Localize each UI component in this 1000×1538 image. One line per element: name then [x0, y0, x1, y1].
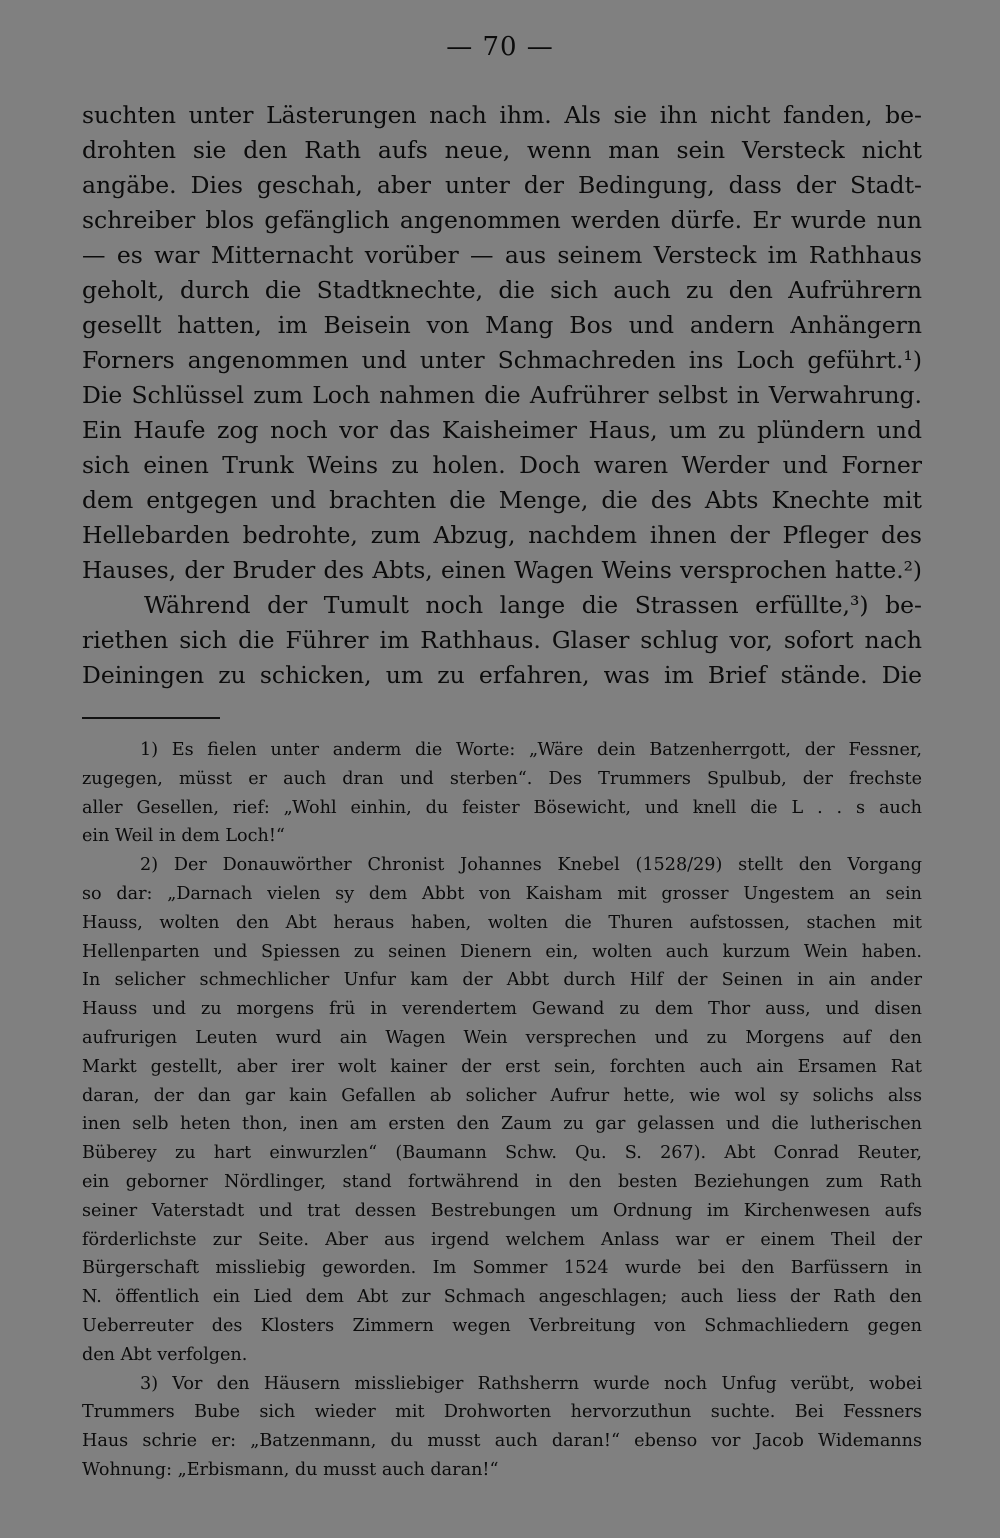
- footnote-line: N. öffentlich ein Lied dem Abt zur Schmach angeschlagen; auch liess der Rath den: [82, 1287, 922, 1308]
- footnote-line: Hauss und zu morgens frü in verendertem Gewand zu dem Thor auss, und disen: [82, 999, 922, 1020]
- footnote-line: daran, der dan gar kain Gefallen ab solicher Aufrur hette, wie wol sy solichs alss: [82, 1085, 922, 1106]
- body-line: geholt, durch die Stadtknechte, die sich auch zu den Aufrührern: [82, 276, 922, 304]
- footnote-line: Büberey zu hart einwurzlen“ (Baumann Schw. Qu. S. 267). Abt Conrad Reuter,: [82, 1143, 922, 1164]
- footnote-line: 3) Vor den Häusern missliebiger Rathsherrn wurde noch Unfug verübt, wobei: [140, 1373, 922, 1394]
- footnote-line: so dar: „Darnach vielen sy dem Abbt von Kaisham mit grosser Ungestem an sein: [82, 883, 922, 904]
- body-line: Ein Haufe zog noch vor das Kaisheimer Haus, um zu plündern und: [82, 416, 922, 444]
- footnote-separator: [82, 717, 220, 719]
- footnote-line: 1) Es fielen unter anderm die Worte: „Wäre dein Batzenherrgott, der Fessner,: [140, 740, 922, 760]
- body-line: dem entgegen und brachten die Menge, die des Abts Knechte mit: [82, 486, 922, 514]
- footnote-line: ein Weil in dem Loch!“: [82, 826, 285, 847]
- body-line: gesellt hatten, im Beisein von Mang Bos und andern Anhängern: [82, 311, 922, 339]
- footnote-line: förderlichste zur Seite. Aber aus irgend welchem Anlass war er einem Theil der: [82, 1229, 922, 1250]
- body-line: drohten sie den Rath aufs neue, wenn man sein Versteck nicht: [82, 136, 922, 164]
- body-line: Deiningen zu schicken, um zu erfahren, was im Brief stände. Die: [82, 661, 922, 689]
- footnote-line: seiner Vaterstadt und trat dessen Bestrebungen um Ordnung im Kirchenwesen aufs: [82, 1200, 922, 1221]
- footnotes: [82, 736, 922, 1485]
- body-line: sich einen Trunk Weins zu holen. Doch waren Werder und Forner: [82, 451, 922, 479]
- footnote-line: aufrurigen Leuten wurd ain Wagen Wein versprechen und zu Morgens auf den: [82, 1027, 922, 1048]
- footnote-line: Hellenparten und Spiessen zu seinen Dienern ein, wolten auch kurzum Wein haben.: [82, 941, 922, 962]
- body-line: Forners angenommen und unter Schmachreden ins Loch geführt.¹): [82, 346, 922, 374]
- footnote-line: den Abt verfolgen.: [82, 1344, 248, 1365]
- body-line: Die Schlüssel zum Loch nahmen die Aufrührer selbst in Verwahrung.: [82, 381, 922, 409]
- footnote-line: Haus schrie er: „Batzenmann, du musst auch daran!“ ebenso vor Jacob Widemanns: [82, 1431, 922, 1452]
- body-line: Während der Tumult noch lange die Strassen erfüllte,³) be-: [144, 591, 922, 619]
- body-line: — es war Mitternacht vorüber — aus seinem Versteck im Rathhaus: [82, 241, 922, 269]
- footnote-line: Hauss, wolten den Abt heraus haben, wolten die Thuren aufstossen, stachen mit: [82, 912, 922, 933]
- footnote-line: 2) Der Donauwörther Chronist Johannes Knebel (1528/29) stellt den Vorgang: [140, 855, 922, 876]
- footnote-line: Markt gestellt, aber irer wolt kainer der erst sein, forchten auch ain Ersamen Rat: [82, 1056, 922, 1077]
- body-line: angäbe. Dies geschah, aber unter der Bedingung, dass der Stadt-: [82, 171, 922, 199]
- footnote-line: inen selb heten thon, inen am ersten den Zaum zu gar gelassen und die lutherischen: [82, 1114, 922, 1135]
- footnote-line: zugegen, müsst er auch dran und sterben“. Des Trummers Spulbub, der frechste: [82, 768, 922, 789]
- body-line: Hellebarden bedrohte, zum Abzug, nachdem ihnen der Pfleger des: [82, 521, 922, 549]
- footnote-line: ein geborner Nördlinger, stand fortwährend in den besten Beziehungen zum Rath: [82, 1171, 922, 1192]
- footnote-line: Bürgerschaft missliebig geworden. Im Sommer 1524 wurde bei den Barfüssern in: [82, 1258, 922, 1279]
- body-line: Hauses, der Bruder des Abts, einen Wagen Weins versprochen hatte.²): [82, 557, 922, 584]
- body-line: schreiber blos gefänglich angenommen werden dürfe. Er wurde nun: [82, 206, 922, 234]
- footnote-line: Ueberreuter des Klosters Zimmern wegen Verbreitung von Schmachliedern gegen: [82, 1315, 922, 1336]
- page-number: — 70 —: [446, 32, 554, 62]
- body-line: suchten unter Lästerungen nach ihm. Als sie ihn nicht fanden, be-: [82, 101, 922, 129]
- footnote-line: Trummers Bube sich wieder mit Drohworten hervorzuthun suchte. Bei Fessners: [82, 1402, 922, 1423]
- body-line: riethen sich die Führer im Rathhaus. Glaser schlug vor, sofort nach: [82, 626, 922, 654]
- footnote-line: aller Gesellen, rief: „Wohl einhin, du feister Bösewicht, und knell die L . . s auch: [82, 797, 922, 818]
- footnote-line: Wohnung: „Erbismann, du musst auch daran!“: [82, 1459, 499, 1480]
- footnote-line: In selicher schmechlicher Unfur kam der Abbt durch Hilf der Seinen in ain ander: [82, 970, 922, 991]
- main-text: [82, 98, 922, 693]
